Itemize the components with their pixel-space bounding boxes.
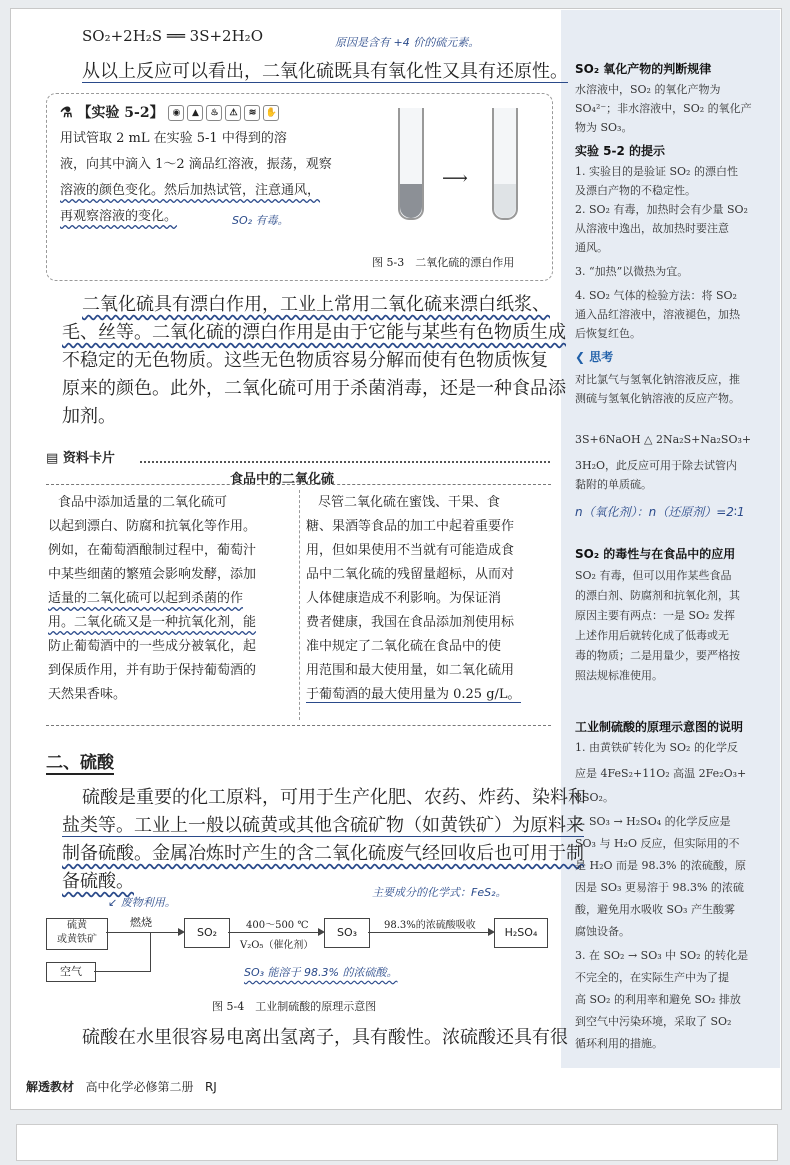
card-icon: ▤ (46, 451, 59, 466)
handwritten-note-top: 原因是含有 +4 价的硫元素。 (335, 36, 480, 49)
data-card-label: ▤ 资料卡片 (46, 451, 115, 466)
last-line: 硫酸在水里很容易电离出氢离子，具有酸性。浓硫酸还具有很 (82, 1027, 568, 1048)
card-left-line-9: 天然果香味。 (48, 687, 127, 702)
figure-caption-5-3: 图 5-3 二氧化硫的漂白作用 (372, 256, 515, 269)
vent-icon: ≋ (244, 105, 260, 121)
footer-brand: 解透教材 (26, 1080, 75, 1094)
sidebar-p2-line-8: 通入品红溶液中，溶液褪色，加热 (575, 308, 740, 321)
para2-line-1: 硫酸是重要的化工原料，可用于生产化肥、农药、炸药、染料和 (82, 787, 586, 808)
tube-liquid-right (494, 184, 516, 218)
para2-line-4: 备硫酸。 (62, 871, 134, 892)
para1-line-2: 毛、丝等。二氧化硫的漂白作用是由于它能与某些有色物质生成 (62, 322, 566, 343)
sidebar-p4-line-5: 毒的物质；二是用量少，要严格按 (575, 649, 740, 662)
footer-book: 高中化学必修第二册 (85, 1080, 194, 1094)
card-right-line-7: 准中规定了二氧化硫在食品中的使 (306, 639, 502, 654)
card-right-line-2: 糖、果酒等食品的加工中起着重要作 (306, 519, 515, 534)
card-left-line-8: 到保质作用，并有助于保持葡萄酒的 (48, 663, 257, 678)
flow-air: 空气 (46, 962, 96, 982)
sidebar-p4-line-4: 上述作用后就转化成了低毒或无 (575, 629, 729, 642)
para1-line-1: 二氧化硫具有漂白作用，工业上常用二氧化硫来漂白纸浆、 (82, 294, 550, 315)
conclusion-line: 从以上反应可以看出，二氧化硫既具有氧化性又具有还原性。 (82, 61, 568, 82)
experiment-line-3: 溶液的颜色变化。然后加热试管，注意通风， (60, 183, 321, 198)
card-left-line-6: 用。二氧化硫又是一种抗氧化剂，能 (48, 615, 257, 630)
safety-icons (168, 105, 282, 121)
sidebar-p2-line-6: 3. “加热”以微热为宜。 (575, 265, 689, 278)
card-left-line-7: 防止葡萄酒中的一些成分被氧化，起 (48, 639, 257, 654)
handwritten-note-waste: ↙ 废物利用。 (108, 896, 176, 909)
equation-top: SO₂+2H₂S ══ 3S+2H₂O (82, 27, 263, 45)
para1-line-4: 原来的颜色。此外，二氧化硫可用于杀菌消毒，还是一种食品添 (62, 378, 566, 399)
flow-merge-line (150, 932, 151, 972)
sidebar-p5-line-1: 1. 由黄铁矿转化为 SO₂ 的化学反 (575, 741, 738, 754)
sidebar-p5-line-8: 酸，避免用水吸收 SO₃ 产生酸雾 (575, 903, 735, 916)
card-right-line-1: 尽管二氧化硫在蜜饯、干果、食 (318, 495, 501, 510)
footer (26, 1078, 217, 1095)
experiment-title: ⚗ 【实验 5-2】 ◉ ▲ ♨ ⚠ ≋ ✋ (60, 102, 282, 122)
sidebar-p4-line-3: 原因主要有两点：一是 SO₂ 发挥 (575, 609, 735, 622)
flow-arrow-2 (228, 932, 322, 933)
experiment-line-2: 液，向其中滴入 1～2 滴品红溶液，振荡，观察 (60, 157, 332, 172)
next-page-edge (16, 1124, 778, 1161)
sidebar-p1-line-2: SO₄²⁻；非水溶液中，SO₂ 的氧化产 (575, 102, 752, 115)
sidebar-heading-3: SO₂ 的毒性与在食品中的应用 (575, 547, 736, 561)
card-right-line-4: 品中二氧化硫的残留量超标，从而对 (306, 567, 515, 582)
section-title: 二、硫酸 (46, 748, 114, 775)
sidebar-p1-line-1: 水溶液中，SO₂ 的氧化产物为 (575, 83, 721, 96)
sidebar-p1-line-3: 物为 SO₃。 (575, 121, 633, 134)
flow-so2: SO₂ (184, 918, 230, 948)
sidebar-p3-line-2: 测硫与氢氧化钠溶液的反应产物。 (575, 392, 740, 405)
footer-edition: RJ (204, 1080, 217, 1094)
flow-arrow-1 (106, 932, 182, 933)
flow-absorb-label: 98.3%的浓硫酸吸收 (384, 920, 476, 931)
sidebar-p5-line-7: 因是 SO₃ 更易溶于 98.3% 的浓硫 (575, 881, 744, 894)
sidebar-p4-line-6: 照法规标准使用。 (575, 669, 663, 682)
sidebar-p5-line-6: 是 H₂O 而是 98.3% 的浓硫酸，原 (575, 859, 746, 872)
handwritten-ratio: n（氧化剂）：n（还原剂）=2∶1 (575, 505, 745, 519)
card-wavy-line (140, 455, 550, 463)
sidebar-p2-line-2: 及漂白产物的不稳定性。 (575, 184, 696, 197)
sidebar-heading-2: 实验 5-2 的提示 (575, 144, 666, 158)
card-left-line-4: 中某些细菌的繁殖会影响发酵，添加 (48, 567, 257, 582)
handwritten-note-so3: SO₃ 能溶于 98.3% 的浓硫酸。 (244, 966, 398, 979)
wash-icon: ✋ (263, 105, 279, 121)
flow-raw-material: 硫黄 或黄铁矿 (46, 918, 108, 950)
sidebar-p5-line-10: 3. 在 SO₂ → SO₃ 中 SO₂ 的转化是 (575, 949, 749, 962)
sidebar-p5-line-4: 2. SO₃ → H₂SO₄ 的化学反应是 (575, 815, 731, 828)
sidebar-p5-line-11: 不完全的，在实际生产中为了提 (575, 971, 729, 984)
sidebar-p2-line-3: 2. SO₂ 有毒，加热时会有少量 SO₂ (575, 203, 748, 216)
sidebar-p5-line-13: 到空气中污染环境，采取了 SO₂ (575, 1015, 732, 1028)
sidebar-p2-line-1: 1. 实验目的是验证 SO₂ 的漂白性 (575, 165, 738, 178)
card-right-line-5: 人体健康造成不利影响。为保证消 (306, 591, 502, 606)
think-icon: ❮ (575, 350, 586, 364)
arrow-right-icon: ⟶ (442, 168, 468, 189)
flow-h2so4: H₂SO₄ (494, 918, 548, 948)
card-right-line-6: 费者健康，我国在食品添加剂使用标 (306, 615, 515, 630)
sidebar-p5-line-5: SO₃ 与 H₂O 反应，但实际用的不 (575, 837, 740, 850)
flow-air-line (94, 971, 150, 972)
sidebar-p3-line-4: 3H₂O，此反应可用于除去试管内 (575, 459, 738, 472)
sidebar-p2-line-5: 通风。 (575, 241, 608, 254)
card-right-line-3: 用，但如果使用不当就有可能造成食 (306, 543, 515, 558)
sidebar-think-heading: ❮ 思考 (575, 350, 614, 364)
experiment-line-1: 用试管取 2 mL 在实验 5-1 中得到的溶 (60, 131, 287, 146)
hot-icon: ♨ (206, 105, 222, 121)
sidebar-p5-line-12: 高 SO₂ 的利用率和避免 SO₂ 排放 (575, 993, 741, 1006)
sidebar-p3-line-3: 3S+6NaOH △ 2Na₂S+Na₂SO₃+ (575, 433, 752, 446)
card-left-line-1: 食品中添加适量的二氧化硫可 (58, 495, 228, 510)
sidebar-p2-line-7: 4. SO₂ 气体的检验方法：将 SO₂ (575, 289, 737, 302)
tube-liquid-left (400, 184, 422, 218)
sidebar-heading-4: 工业制硫酸的原理示意图的说明 (575, 720, 744, 734)
para2-line-2: 盐类等。工业上一般以硫黄或其他含硫矿物（如黄铁矿）为原料来 (62, 815, 584, 836)
data-card-title: 食品中的二氧化硫 (230, 472, 335, 487)
sidebar-p3-line-1: 对比氯气与氢氧化钠溶液反应，推 (575, 373, 740, 386)
handwritten-note-toxic: SO₂ 有毒。 (232, 214, 289, 227)
para1-line-3: 不稳定的无色物质。这些无色物质容易分解而使有色物质恢复 (62, 350, 548, 371)
flow-cond-catalyst: V₂O₅（催化剂） (240, 940, 314, 951)
sidebar-p4-line-2: 的漂白剂、防腐剂和抗氧化剂，其 (575, 589, 740, 602)
flow-cond-temp: 400～500 ℃ (246, 920, 309, 931)
data-card-divider (299, 490, 300, 720)
para2-line-3: 制备硫酸。金属冶炼时产生的含二氧化硫废气经回收后也可用于制 (62, 843, 584, 864)
experiment-line-4: 再观察溶液的变化。 (60, 209, 178, 224)
flame-icon: ▲ (187, 105, 203, 121)
sidebar-heading-1: SO₂ 氧化产物的判断规律 (575, 62, 712, 76)
sidebar-p5-line-3: 8SO₂。 (575, 791, 614, 804)
sidebar-p2-line-4: 从溶液中逸出，故加热时要注意 (575, 222, 729, 235)
flow-arrow-3 (368, 932, 492, 933)
card-left-line-5: 适量的二氧化硫可以起到杀菌的作 (48, 591, 244, 606)
sidebar-p5-line-9: 腐蚀设备。 (575, 925, 630, 938)
sidebar-p2-line-9: 后恢复红色。 (575, 327, 641, 340)
handwritten-note-formula: 主要成分的化学式：FeS₂。 (372, 886, 507, 899)
warning-icon: ⚠ (225, 105, 241, 121)
card-right-line-9: 于葡萄酒的最大使用量为 0.25 g/L。 (306, 687, 521, 702)
sidebar-p4-line-1: SO₂ 有毒，但可以用作某些食品 (575, 569, 732, 582)
sidebar-p5-line-2: 应是 4FeS₂+11O₂ 高温 2Fe₂O₃+ (575, 767, 747, 780)
para1-line-5: 加剂。 (62, 406, 116, 427)
card-left-line-2: 以起到漂白、防腐和抗氧化等作用。 (48, 519, 257, 534)
sidebar-p5-line-14: 循环利用的措施。 (575, 1037, 663, 1050)
card-right-line-8: 用范围和最大使用量，如二氧化硫用 (306, 663, 515, 678)
experiment-icon: ⚗ (60, 105, 73, 121)
flow-so3: SO₃ (324, 918, 370, 948)
flow-burn-label: 燃烧 (130, 916, 152, 929)
sidebar-p3-line-5: 黏附的单质硫。 (575, 478, 652, 491)
goggles-icon: ◉ (168, 105, 184, 121)
card-left-line-3: 例如，在葡萄酒酿制过程中，葡萄汁 (48, 543, 257, 558)
figure-caption-5-4: 图 5-4 工业制硫酸的原理示意图 (212, 1000, 377, 1013)
